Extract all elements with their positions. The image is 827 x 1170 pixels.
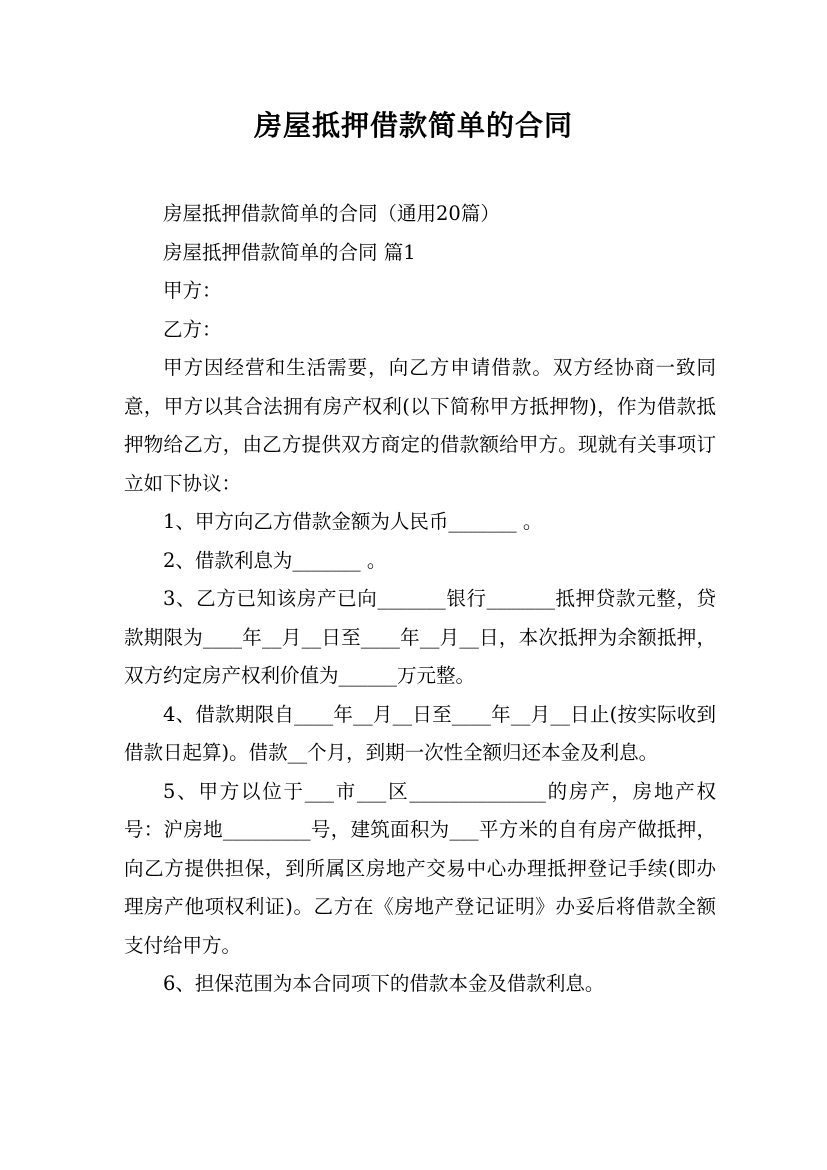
- paragraph-subtitle: 房屋抵押借款简单的合同（通用20篇）: [163, 202, 500, 225]
- paragraph-clause-3: 3、乙方已知该房产已向_______银行_______抵押贷款元整，贷款期限为____年__月__日至____年__月__日，本次抵押为余额抵押，双方约定房产权利价值为______万元整。: [124, 587, 716, 687]
- paragraph-party-a: 甲方：: [163, 279, 222, 302]
- paragraph-clause-1: 1、甲方向乙方借款金额为人民币_______ 。: [163, 510, 543, 533]
- paragraph-section-heading: 房屋抵押借款简单的合同 篇1: [163, 240, 416, 264]
- paragraph-clause-6: 6、担保范围为本合同项下的借款本金及借款利息。: [163, 972, 605, 995]
- paragraph-party-b: 乙方：: [163, 317, 222, 341]
- document-body: [124, 195, 716, 1004]
- paragraph-clause-4: 4、借款期限自____年__月__日至____年__月__日止(按实际收到借款日起算)。借款__个月，到期一次性全额归还本金及利息。: [124, 702, 716, 764]
- paragraph-preamble: 甲方因经营和生活需要，向乙方申请借款。双方经协商一致同意，甲方以其合法拥有房产权利(以下简称甲方抵押物)，作为借款抵押物给乙方，由乙方提供双方商定的借款额给甲方。现就有关事项订立如下协议：: [124, 356, 716, 495]
- paragraph-clause-2: 2、借款利息为_______ 。: [163, 548, 387, 572]
- paragraph-clause-5: 5、甲方以位于___市___区______________的房产，房地产权号：沪房地_________号，建筑面积为___平方米的自有房产做抵押，向乙方提供担保，到所属区房地产交易中心办理抵押登记手续(即办理房产他项权利证)。乙方在《房地产登记证明》办妥后将借款全额支付给甲方。: [124, 779, 716, 957]
- document-title: 房屋抵押借款简单的合同: [253, 109, 573, 142]
